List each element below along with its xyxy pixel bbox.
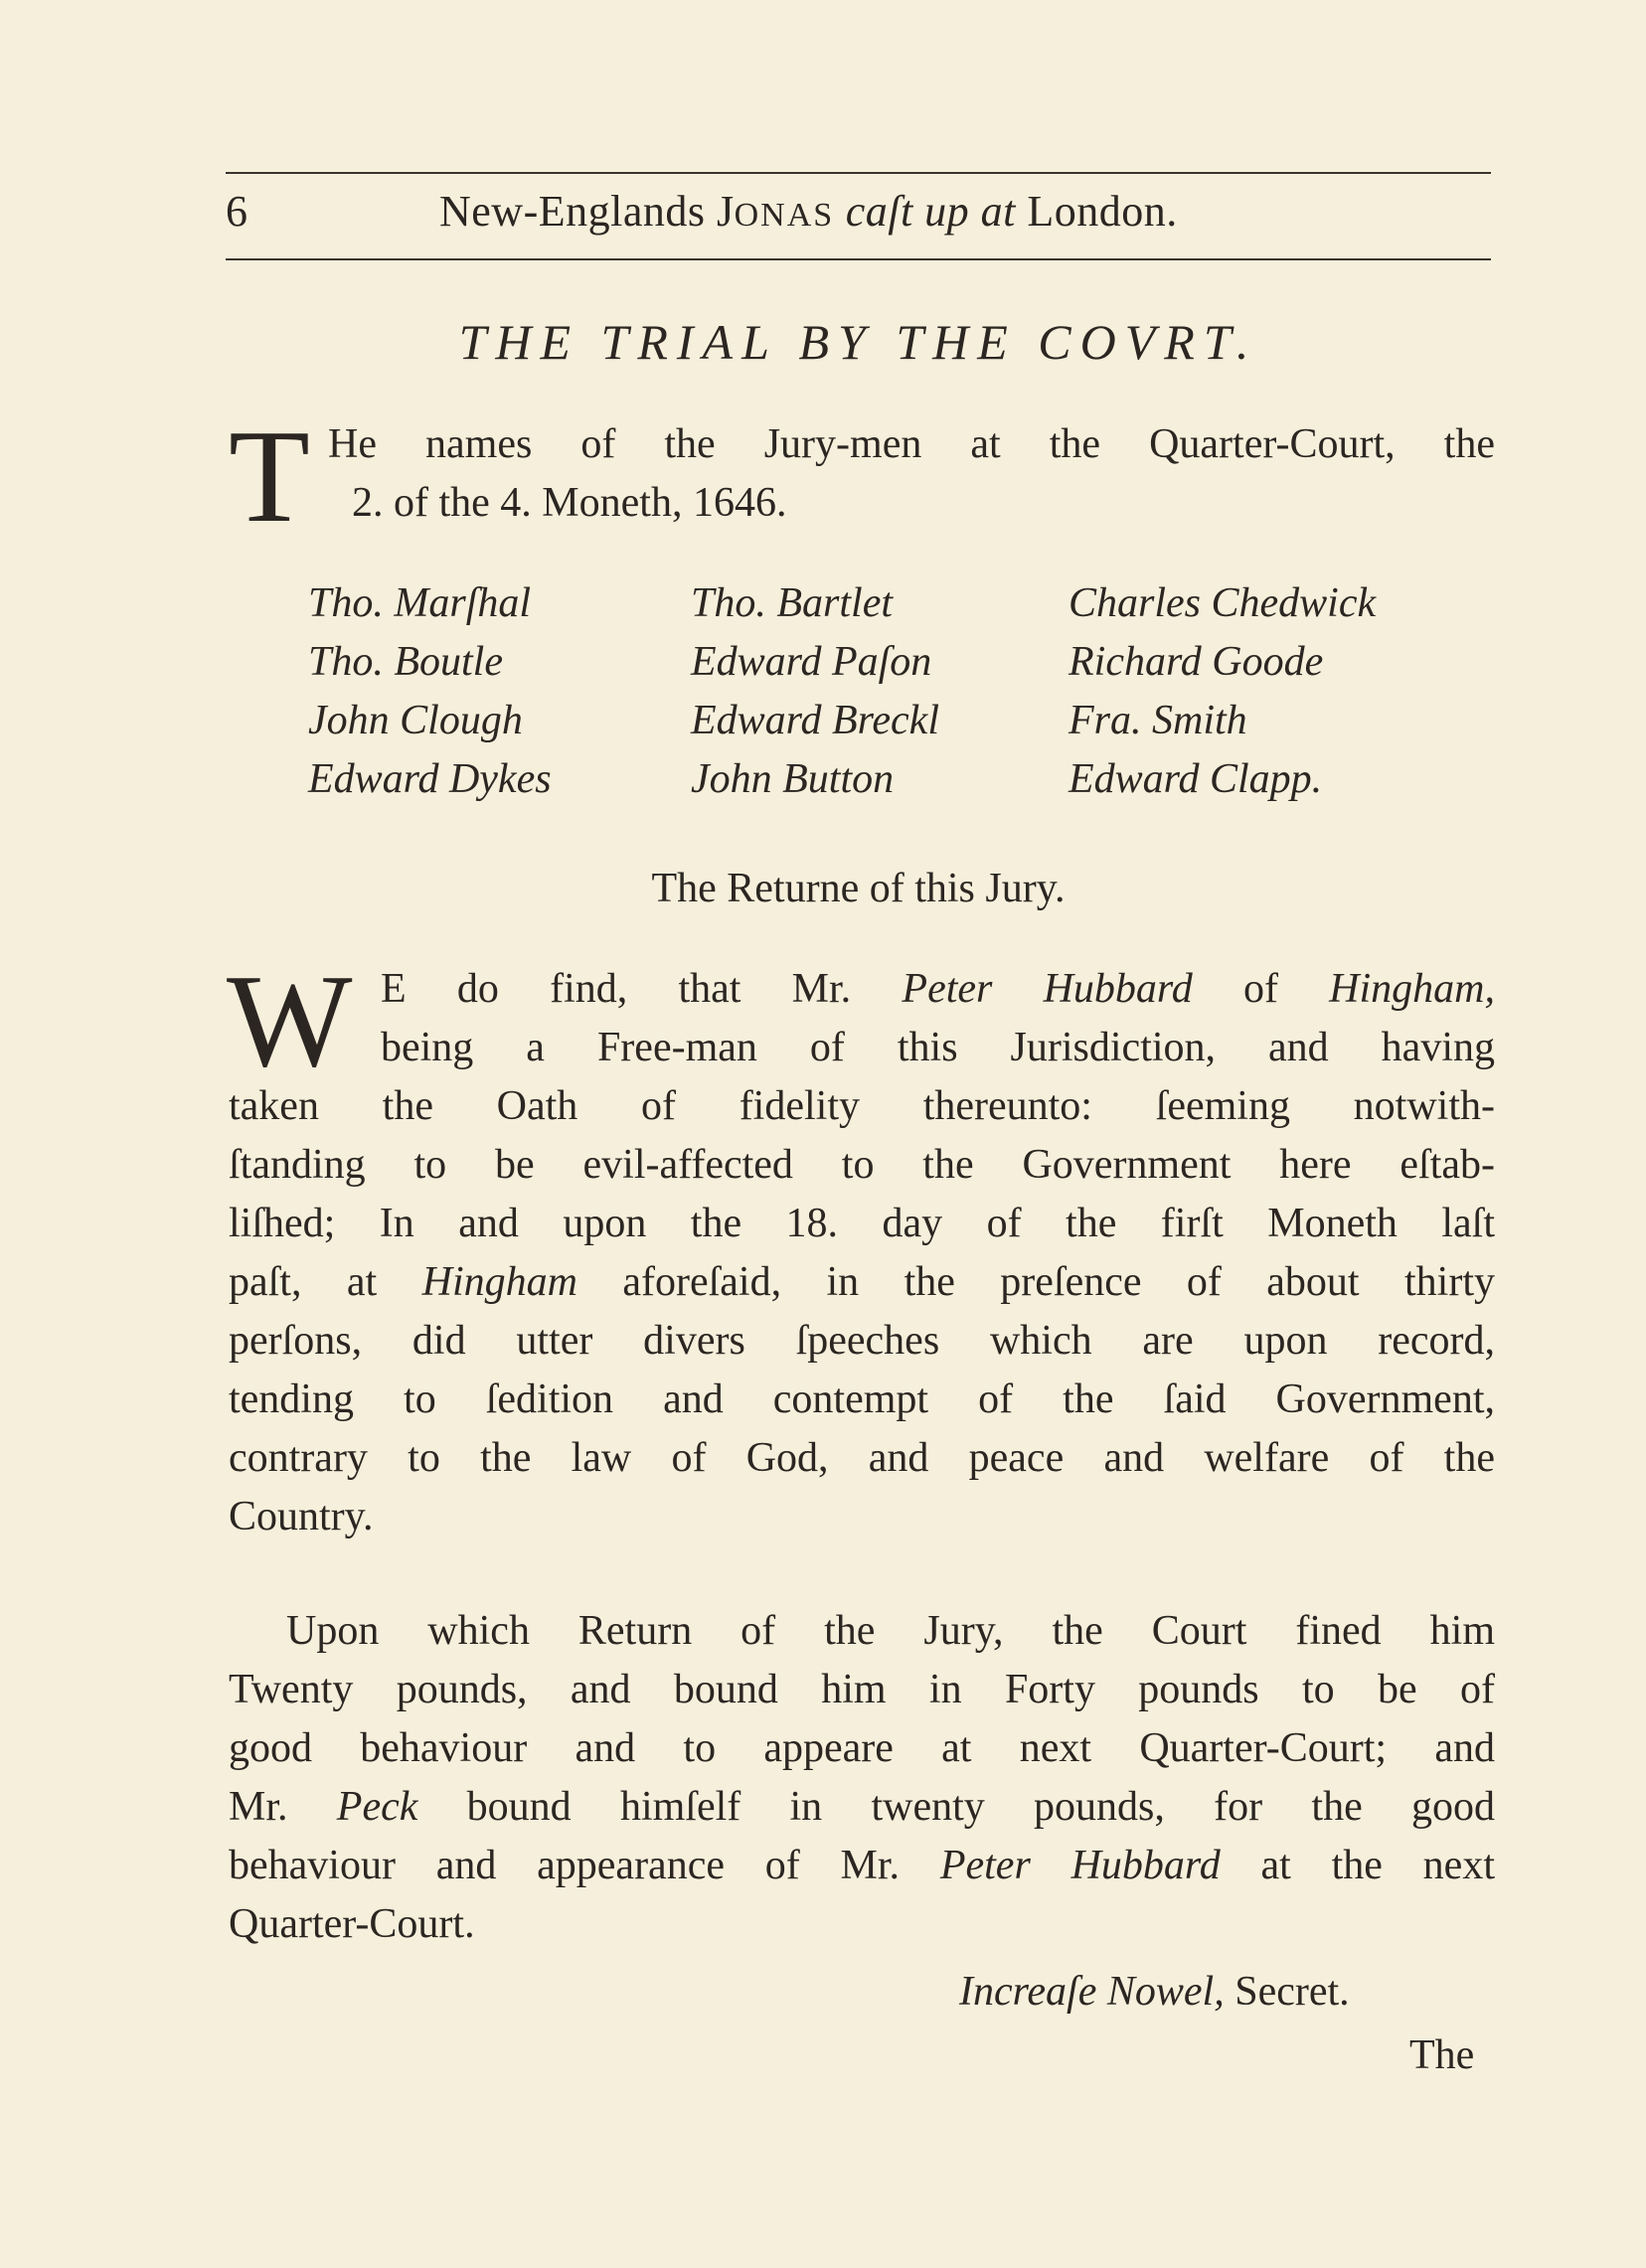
juror-name: Tho. Bartlet <box>691 580 894 626</box>
juror-name: Richard Goode <box>1069 639 1324 685</box>
verdict-line: liſhed; In and upon the 18. day of the firſt Moneth laſt <box>229 1201 1495 1246</box>
verdict-line: contrary to the law of God, and peace and welfare of the <box>229 1435 1495 1481</box>
juror-name: Edward Breckl <box>691 698 939 743</box>
sentence-line: behaviour and appearance of Mr. Peter Hubbard at the next <box>229 1843 1495 1888</box>
verdict-line: ſtanding to be evil-affected to the Government here eſtab- <box>229 1142 1495 1188</box>
juror-name: Edward Clapp. <box>1069 756 1323 802</box>
section-title: THE TRIAL BY THE COVRT. <box>458 314 1258 370</box>
verdict-line: being a Free-man of this Jurisdiction, and having <box>381 1025 1495 1070</box>
intro-paragraph <box>328 415 1495 533</box>
verdict-line: E do find, that Mr. Peter Hubbard of Hingham, <box>381 966 1495 1012</box>
juror-name: Fra. Smith <box>1069 698 1247 743</box>
sentence-paragraph <box>229 1602 1495 1954</box>
juror-name: John Button <box>691 756 895 802</box>
intro-line: He names of the Jury-men at the Quarter-Court, the <box>328 421 1495 467</box>
sentence-line: Mr. Peck bound himſelf in twenty pounds, for the good <box>229 1784 1495 1830</box>
jury-column-3 <box>1069 574 1376 809</box>
drop-cap-t: T <box>229 403 310 550</box>
verdict-line: perſons, did utter divers ſpeeches which are upon record, <box>229 1318 1495 1364</box>
juror-name: Tho. Boutle <box>308 639 503 685</box>
sentence-line: Upon which Return of the Jury, the Court fined him <box>286 1608 1495 1654</box>
verdict-line: taken the Oath of fidelity thereunto: ſeeming notwith- <box>229 1083 1495 1129</box>
verdict-paragraph <box>229 1077 1495 1546</box>
verdict-line: Country. <box>229 1494 374 1539</box>
sentence-line: Quarter-Court. <box>229 1901 475 1947</box>
running-title: New-Englands JONAS caſt up at London. <box>439 187 1178 236</box>
juror-name: John Clough <box>308 698 523 743</box>
signature-line <box>959 1962 1350 2022</box>
verdict-line: tending to ſedition and contempt of the ſaid Government, <box>229 1377 1495 1422</box>
juror-name: Charles Chedwick <box>1069 580 1377 626</box>
juror-name: Tho. Marſhal <box>308 580 532 626</box>
sentence-line: good behaviour and to appeare at next Quarter-Court; and <box>229 1725 1495 1771</box>
sentence-line: Twenty pounds, and bound him in Forty pounds to be of <box>229 1667 1495 1712</box>
juror-name: Edward Paſon <box>691 639 932 685</box>
jury-return-subhead: The Returne of this Jury. <box>651 866 1066 911</box>
juror-name: Edward Dykes <box>308 756 552 802</box>
intro-line: 2. of the 4. Moneth, 1646. <box>352 480 787 526</box>
jury-list <box>308 574 1491 813</box>
catchword: The <box>1409 2032 1475 2078</box>
signatory-title: Secret. <box>1224 1969 1350 2015</box>
jury-column-2 <box>691 574 939 809</box>
page-number: 6 <box>226 187 247 236</box>
verdict-line: paſt, at Hingham aforeſaid, in the preſence of about thirty <box>229 1259 1495 1305</box>
drop-cap-w: W <box>227 947 353 1094</box>
header-rule-bottom <box>226 258 1491 260</box>
verdict-indented-lines <box>381 960 1495 1077</box>
header-rule-top <box>226 172 1491 174</box>
signatory-name: Increaſe Nowel, <box>959 1969 1225 2015</box>
jury-column-1 <box>308 574 552 809</box>
running-head <box>226 182 1491 242</box>
